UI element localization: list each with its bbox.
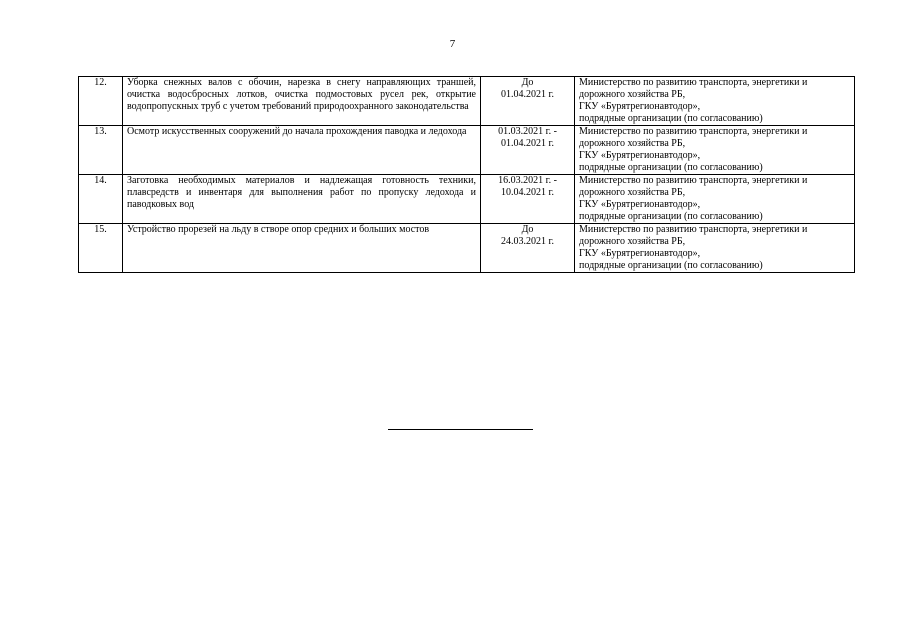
- responsible: [575, 175, 855, 224]
- responsible-line: Министерство по развитию транспорта, энергетики и дорожного хозяйства РБ,: [579, 77, 808, 100]
- row-number: 15.: [79, 224, 123, 273]
- measures-table: [78, 76, 855, 273]
- deadline-line: 01.03.2021 г. -: [498, 126, 557, 137]
- responsible: [575, 224, 855, 273]
- responsible-line: подрядные организации (по согласованию): [579, 211, 763, 222]
- task-description: Заготовка необходимых материалов и надлежащая готовность техники, плавсредств и инвентаря для выполнения работ по пропуску ледохода и паводковых вод: [123, 175, 481, 224]
- deadline: [481, 175, 575, 224]
- responsible-line: ГКУ «Бурятрегионавтодор»,: [579, 248, 701, 259]
- responsible: [575, 77, 855, 126]
- deadline: [481, 126, 575, 175]
- row-number: 12.: [79, 77, 123, 126]
- responsible-line: ГКУ «Бурятрегионавтодор»,: [579, 199, 701, 210]
- responsible: [575, 126, 855, 175]
- deadline-line: 01.04.2021 г.: [501, 138, 554, 149]
- task-description: Осмотр искусственных сооружений до начала прохождения паводка и ледохода: [123, 126, 481, 175]
- deadline: [481, 224, 575, 273]
- table-row: [79, 126, 855, 175]
- table-row: [79, 77, 855, 126]
- responsible-line: ГКУ «Бурятрегионавтодор»,: [579, 150, 701, 161]
- responsible-line: ГКУ «Бурятрегионавтодор»,: [579, 101, 701, 112]
- deadline-line: 01.04.2021 г.: [501, 89, 554, 100]
- responsible-line: подрядные организации (по согласованию): [579, 260, 763, 271]
- row-number: 13.: [79, 126, 123, 175]
- deadline-line: 16.03.2021 г. -: [498, 175, 557, 186]
- table-row: [79, 224, 855, 273]
- deadline: [481, 77, 575, 126]
- task-description: Устройство прорезей на льду в створе опор средних и больших мостов: [123, 224, 481, 273]
- task-description: Уборка снежных валов с обочин, нарезка в снегу направляющих траншей, очистка водосбросных лотков, очистка подмостовых русел рек, открытие водопропускных труб с учетом требований природоохранного законодательства: [123, 77, 481, 126]
- page-number: 7: [449, 38, 456, 50]
- deadline-line: 24.03.2021 г.: [501, 236, 554, 247]
- deadline-line: 10.04.2021 г.: [501, 187, 554, 198]
- deadline-line: До: [521, 224, 534, 235]
- deadline-line: До: [521, 77, 534, 88]
- row-number: 14.: [79, 175, 123, 224]
- responsible-line: Министерство по развитию транспорта, энергетики и дорожного хозяйства РБ,: [579, 175, 808, 198]
- responsible-line: Министерство по развитию транспорта, энергетики и дорожного хозяйства РБ,: [579, 126, 808, 149]
- responsible-line: подрядные организации (по согласованию): [579, 113, 763, 124]
- table-row: [79, 175, 855, 224]
- end-of-document-rule: [388, 429, 533, 430]
- responsible-line: Министерство по развитию транспорта, энергетики и дорожного хозяйства РБ,: [579, 224, 808, 247]
- responsible-line: подрядные организации (по согласованию): [579, 162, 763, 173]
